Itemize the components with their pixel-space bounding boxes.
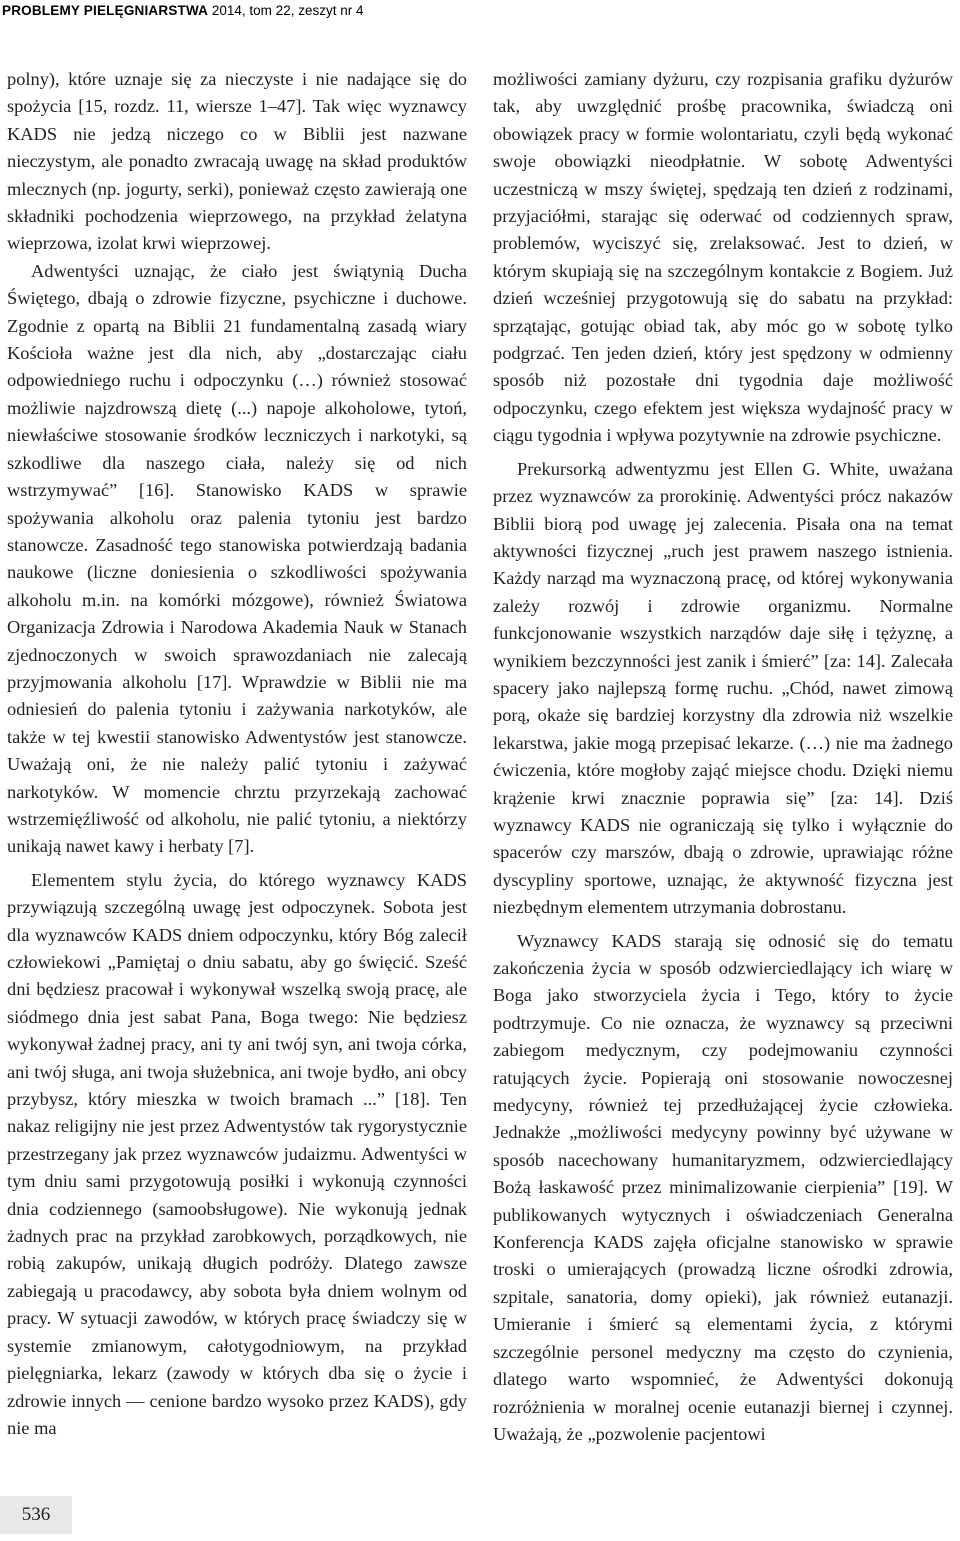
page-number: 536 (0, 1496, 72, 1534)
paragraph: Adwentyści uznając, że ciało jest świątynią Ducha Świętego, dbają o zdrowie fizyczne, psychiczne i duchowe. Zgodnie z opartą na Biblii 21 fundamentalną zasadą wiary Kościoła ważne jest dla nich, aby „dostarczając ciału odpowiedniego ruchu i odpoczynku (…) również stosować możliwie najzdrowszą dietę (...) napoje alkoholowe, tytoń, niewłaściwe stosowanie środków leczniczych i narkotyki, są szkodliwe dla naszego ciała, należy się od nich wstrzymywać” [16]. Stanowisko KADS w sprawie spożywania alkoholu oraz palenia tytoniu jest bardzo stanowcze. Zasadność tego stanowiska potwierdzają badania naukowe (liczne doniesienia o szkodliwości spożywania alkoholu m.in. na komórki mózgowe), również Światowa Organizacja Zdrowia i Narodowa Akademia Nauk w Stanach zjednoczonych w swoich sprawozdaniach nie zalecają przyjmowania alkoholu [17]. Wprawdzie w Biblii nie ma odniesień do palenia tytoniu i zażywania narkotyków, ale także w tej kwestii stanowisko Adwentystów jest stanowcze. Uważają oni, że nie należy palić tytoniu i zażywać narkotyków. W momencie chrztu przyrzekają zachować wstrzemięźliwość od alkoholu, nie palić tytoniu, a niektórzy unikają nawet kawy i herbaty [7]. (7, 260, 467, 857)
issue-info: 2014, tom 22, zeszyt nr 4 (211, 3, 364, 18)
running-header (0, 0, 960, 22)
paragraph: Wyznawcy KADS starają się odnosić się do tematu zakończenia życia w sposób odzwierciedlający ich wiarę w Boga jako stworzyciela życia i Tego, który to życie podtrzymuje. Co nie oznacza, że wyznawcy są przeciwni zabiegom medycznym, czy podejmowaniu czynności ratujących życie. Popierają oni stosowanie nowoczesnej medycyny, również tej przedłużającej życie człowieka. Jednakże „możliwości medycyny powinny być używane w sposób nacechowany humanitaryzmem, odzwierciedlający Bożą łaskawość przez minimalizowanie cierpienia” [19]. W publikowanych wytycznych i oświadczeniach Generalna Konferencja KADS zajęła oficjalne stanowisko w sprawie troski o umierających (prowadzą liczne ośrodki zdrowia, szpitale, sanatoria, domy opieki), jak również eutanazji. Umieranie i śmierć są elementami życia, z którymi szczególnie personel medyczny ma często do czynienia, dlatego warto wspomnieć, że Adwentyści dokonują rozróżnienia w moralnej ocenie eutanazji biernej i czynnej. Uważają, że „pozwolenie pacjentowi (493, 930, 953, 1444)
paragraph: Elementem stylu życia, do którego wyznawcy KADS przywiązują szczególną uwagę jest odpoczynek. Sobota jest dla wyznawców KADS dniem odpoczynku, który Bóg zalecił człowiekowi „Pamiętaj o dniu sabatu, aby go święcić. Sześć dni będziesz pracował i wykonywał wszelką swoją pracę, ale siódmego dnia jest sabat Pana, Boga twego: Nie będziesz wykonywał żadnej pracy, ani ty ani twój syn, ani twoja córka, ani twój sługa, ani twoja służebnica, ani twoje bydło, ani obcy przybysz, który mieszka w twoich bramach ...” [18]. Ten nakaz religijny nie jest przez Adwentystów tak rygorystycznie przestrzegany jak przez wyznawców judaizmu. Adwentyści w tym dniu sami przygotowują posiłki i wykonują czynności dnia codziennego (samoobsługowe). Nie wykonują jednak żadnych prac na przykład zarobkowych, porządkowych, nie robią zakupów, unikają długich podróży. Dlatego zawsze zabiegają u pracodawcy, aby sobota była dniem wolnym od pracy. W sytuacji zawodów, w których pracę świadczy się w systemie zmianowym, całotygodniowym, na przykład pielęgniarka, lekarz (zawody w których dba się o życie i zdrowie innych — cenione bardzo wysoko przez KADS), gdy nie ma (7, 869, 467, 1438)
journal-title: PROBLEMY PIELĘGNIARSTWA (2, 3, 209, 18)
right-column (493, 66, 953, 1448)
left-column (7, 66, 467, 1442)
paragraph: polny), które uznaje się za nieczyste i nie nadające się do spożycia [15, rozdz. 11, wiersze 1–47]. Tak więc wyznawcy KADS nie jedzą niczego co w Biblii jest nazwane nieczystym, ale ponadto zwracają uwagę na skład produktów mlecznych (np. jogurty, serki), ponieważ często zawierają one składniki pochodzenia wieprzowego, na przykład żelatyna wieprzowa, izolat krwi wieprzowej. (7, 69, 467, 254)
paragraph: Prekursorką adwentyzmu jest Ellen G. White, uważana przez wyznawców za prorokinię. Adwentyści prócz nakazów Biblii biorą pod uwagę jej zalecenia. Pisała ona na temat aktywności fizycznej „ruch jest prawem naszego istnienia. Każdy narząd ma wyznaczoną pracę, od której wykonywania zależy rozwój i zdrowie organizmu. Normalne funkcjonowanie wszystkich narządów daje siłę i tężyznę, a wynikiem bezczynności jest zanik i śmierć” [za: 14]. Zalecała spacery jako najlepszą formę ruchu. „Chód, nawet zimową porą, okaże się bardziej korzystny dla zdrowia niż wszelkie lekarstwa, jakie mogą przepisać lekarze. (…) nie ma żadnego ćwiczenia, które mogłoby zająć miejsce chodu. Dzięki niemu krążenie krwi znacznie poprawia się” [za: 14]. Dziś wyznawcy KADS nie ograniczają się tylko i wyłącznie do spacerów czy marszów, dbają o zdrowie, uprawiając różne dyscypliny sportowe, uznając, że aktywność fizyczna jest niezbędnym elementem utrzymania dobrostanu. (493, 458, 953, 918)
paragraph: możliwości zamiany dyżuru, czy rozpisania grafiku dyżurów tak, aby uwzględnić prośbę pracownika, świadczą oni obowiązek pracy w formie wolontariatu, czyli będą wykonać swoje obowiązki nieodpłatnie. W sobotę Adwentyści uczestniczą w mszy świętej, spędzają ten dzień z rodzinami, przyjaciółmi, starając się oderwać od codziennych spraw, problemów, wyciszyć się, zrelaksować. Jest to dzień, w którym skupiają się na szczególnym kontakcie z Bogiem. Już dzień wcześniej przygotowują się do sabatu na przykład: sprzątając, gotując obiad tak, aby móc go w sobotę tylko podgrzać. Ten jeden dzień, który jest spędzony w odmienny sposób niż pozostałe dni tygodnia daje możliwość odpoczynku, czego efektem jest większa wydajność pracy w ciągu tygodnia i wpływa pozytywnie na zdrowie psychiczne. (493, 69, 953, 446)
